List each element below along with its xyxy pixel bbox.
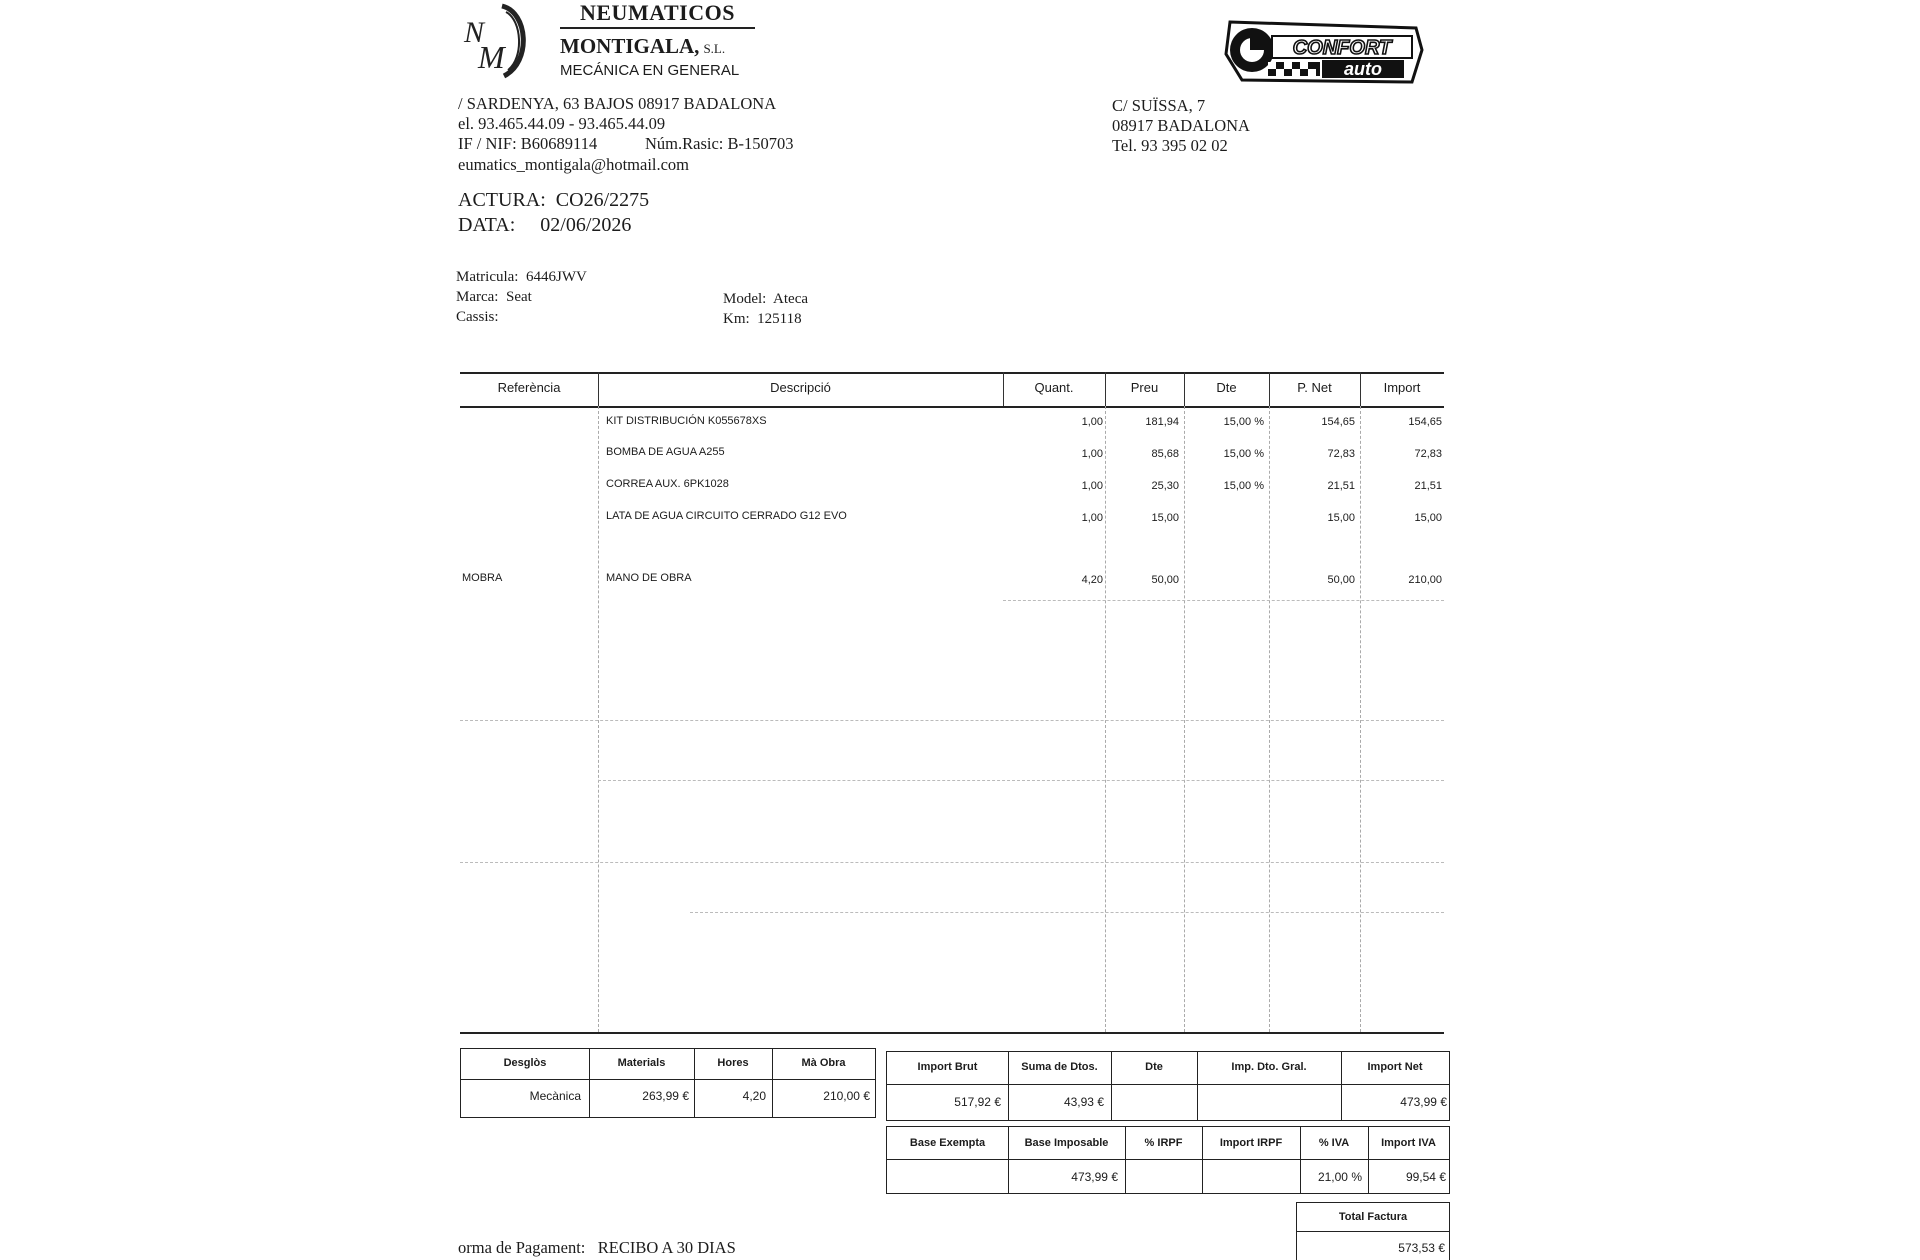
breakdown-header-desglos: Desglòs [503, 1057, 547, 1069]
tax-header-irpf-pct: % IRPF [1144, 1137, 1183, 1149]
company-name-line1: NEUMATICOS [580, 0, 735, 25]
tax-header-base-imposable: Base Imposable [1024, 1137, 1109, 1149]
header-quant: Quant. [1034, 380, 1074, 395]
data-line [458, 214, 631, 237]
confort-auto-logo-icon [1222, 14, 1424, 90]
model-label: Model: [723, 291, 767, 307]
row-guide [598, 780, 1444, 781]
total-factura-label: Total Factura [1338, 1211, 1408, 1223]
model-value: Ateca [773, 291, 809, 307]
box-divider [461, 1079, 875, 1080]
box-divider [887, 1159, 1449, 1160]
items-table-bottom-rule [460, 1032, 1444, 1034]
company-name-line2 [560, 34, 725, 59]
row-2-net: 72,83 [1327, 448, 1355, 460]
row-2-dte: 15,00 % [1223, 448, 1264, 460]
totals-import-net-value: 473,99 € [1400, 1095, 1447, 1109]
header-referencia: Referència [497, 380, 561, 395]
header-import: Import [1383, 380, 1421, 395]
row-5-ref: MOBRA [462, 572, 503, 584]
payment-label: orma de Pagament: [458, 1238, 586, 1257]
row-2-import: 72,83 [1414, 448, 1442, 460]
column-guide [1184, 406, 1185, 1032]
row-4-net: 15,00 [1327, 512, 1355, 524]
row-3-qty: 1,00 [1081, 480, 1103, 492]
row-4-qty: 1,00 [1081, 512, 1103, 524]
breakdown-ma-obra-value: 210,00 € [823, 1089, 870, 1103]
marca-label: Marca: [456, 289, 499, 305]
km-value: 125118 [757, 311, 802, 327]
totals-header-imp-dto-gral: Imp. Dto. Gral. [1231, 1061, 1307, 1073]
logo-letter-m: M [478, 39, 505, 75]
totals-header-import-brut: Import Brut [917, 1061, 978, 1073]
company-logo-icon [462, 2, 532, 80]
row-3-desc: CORREA AUX. 6PK1028 [606, 478, 729, 490]
row-5-price: 50,00 [1151, 574, 1179, 586]
row-3-import: 21,51 [1414, 480, 1442, 492]
breakdown-hores-value: 4,20 [742, 1089, 766, 1103]
row-1-desc: KIT DISTRIBUCIÓN K055678XS [606, 415, 767, 427]
total-factura-value: 573,53 € [1398, 1241, 1445, 1255]
row-1-dte: 15,00 % [1223, 416, 1264, 428]
client-phone: Tel. 93 395 02 02 [1112, 136, 1228, 155]
total-factura-box [1296, 1202, 1450, 1260]
totals-box [886, 1051, 1450, 1121]
cassis-label: Cassis: [456, 309, 499, 325]
totals-import-brut-value: 517,92 € [954, 1095, 1001, 1109]
row-5-net: 50,00 [1327, 574, 1355, 586]
matricula-value: 6446JWV [525, 269, 587, 285]
row-3-price: 25,30 [1151, 480, 1179, 492]
tax-header-import-iva: Import IVA [1381, 1137, 1436, 1149]
tax-header-iva-pct: % IVA [1318, 1137, 1350, 1149]
factura-number: CO26/2275 [555, 189, 650, 211]
tax-header-base-exempta: Base Exempta [909, 1137, 986, 1149]
km-line [723, 311, 802, 328]
header-preu: Preu [1130, 380, 1159, 395]
row-2-desc: BOMBA DE AGUA A255 [606, 446, 725, 458]
row-5-desc: MANO DE OBRA [606, 572, 692, 584]
model-line [723, 291, 808, 308]
column-guide [598, 406, 599, 1032]
row-5-import: 210,00 [1408, 574, 1442, 586]
row-1-qty: 1,00 [1081, 416, 1103, 428]
tax-header-import-irpf: Import IRPF [1219, 1137, 1283, 1149]
header-dte: Dte [1216, 380, 1237, 395]
box-divider [1297, 1231, 1449, 1232]
totals-header-import-net: Import Net [1367, 1061, 1423, 1073]
column-guide [1269, 406, 1270, 1032]
row-5-qty: 4,20 [1081, 574, 1103, 586]
client-address: C/ SUÏSSA, 7 [1112, 96, 1206, 115]
breakdown-materials-value: 263,99 € [642, 1089, 689, 1103]
breakdown-header-materials: Materials [617, 1057, 666, 1069]
row-guide [690, 912, 1444, 913]
factura-line [458, 189, 649, 212]
tax-base-imposable-value: 473,99 € [1071, 1170, 1118, 1184]
km-label: Km: [723, 311, 750, 327]
marca-line [456, 289, 532, 306]
row-guide [1003, 600, 1444, 601]
payment-value: RECIBO A 30 DIAS [597, 1238, 736, 1257]
client-city: 08917 BADALONA [1112, 116, 1250, 135]
totals-header-suma-dtos: Suma de Dtos. [1021, 1061, 1098, 1073]
breakdown-box [460, 1048, 876, 1118]
company-name-rule [560, 27, 755, 29]
company-phone: el. 93.465.44.09 - 93.465.44.09 [458, 114, 666, 133]
factura-label: ACTURA: [458, 189, 546, 211]
logo-letter-n: N [464, 16, 485, 49]
matricula-label: Matricula: [456, 269, 519, 285]
tax-import-iva-value: 99,54 € [1405, 1170, 1446, 1184]
row-3-net: 21,51 [1327, 480, 1355, 492]
company-address: / SARDENYA, 63 BAJOS 08917 BADALONA [458, 94, 777, 113]
data-label: DATA: [458, 214, 516, 236]
company-suffix: S.L. [703, 41, 726, 56]
tax-iva-pct-value: 21,00 % [1317, 1170, 1362, 1184]
auto-logo-text: auto [1344, 59, 1382, 79]
box-divider [887, 1084, 1449, 1085]
row-2-price: 85,68 [1151, 448, 1179, 460]
row-1-price: 181,94 [1145, 416, 1179, 428]
company-name: MONTIGALA, [560, 34, 700, 58]
row-4-import: 15,00 [1414, 512, 1442, 524]
breakdown-header-ma-obra: Mà Obra [801, 1057, 846, 1069]
header-p-net: P. Net [1297, 380, 1332, 395]
column-guide [1105, 406, 1106, 1032]
items-table [460, 372, 1444, 1034]
invoice-date: 02/06/2026 [540, 214, 632, 236]
totals-header-dte: Dte [1145, 1061, 1163, 1073]
payment-line [458, 1238, 736, 1258]
row-1-net: 154,65 [1321, 416, 1355, 428]
company-rasic: Núm.Rasic: B-150703 [645, 134, 794, 153]
row-4-price: 15,00 [1151, 512, 1179, 524]
row-4-desc: LATA DE AGUA CIRCUITO CERRADO G12 EVO [606, 510, 847, 522]
marca-value: Seat [505, 289, 532, 305]
breakdown-header-hores: Hores [717, 1057, 749, 1069]
breakdown-desglos-value: Mecànica [529, 1089, 581, 1103]
confort-logo-text: CONFORT [1292, 37, 1392, 59]
row-guide [460, 720, 1444, 721]
company-tagline: MECÁNICA EN GENERAL [560, 62, 740, 79]
totals-suma-dtos-value: 43,93 € [1063, 1095, 1104, 1109]
tax-box [886, 1126, 1450, 1194]
header-descripcio: Descripció [770, 380, 831, 395]
row-guide [460, 862, 1444, 863]
row-2-qty: 1,00 [1081, 448, 1103, 460]
row-1-import: 154,65 [1408, 416, 1442, 428]
row-3-dte: 15,00 % [1223, 480, 1264, 492]
column-guide [1360, 406, 1361, 1032]
company-nif: IF / NIF: B60689114 [458, 134, 598, 153]
matricula-line [456, 269, 587, 286]
company-email: eumatics_montigala@hotmail.com [458, 155, 690, 174]
